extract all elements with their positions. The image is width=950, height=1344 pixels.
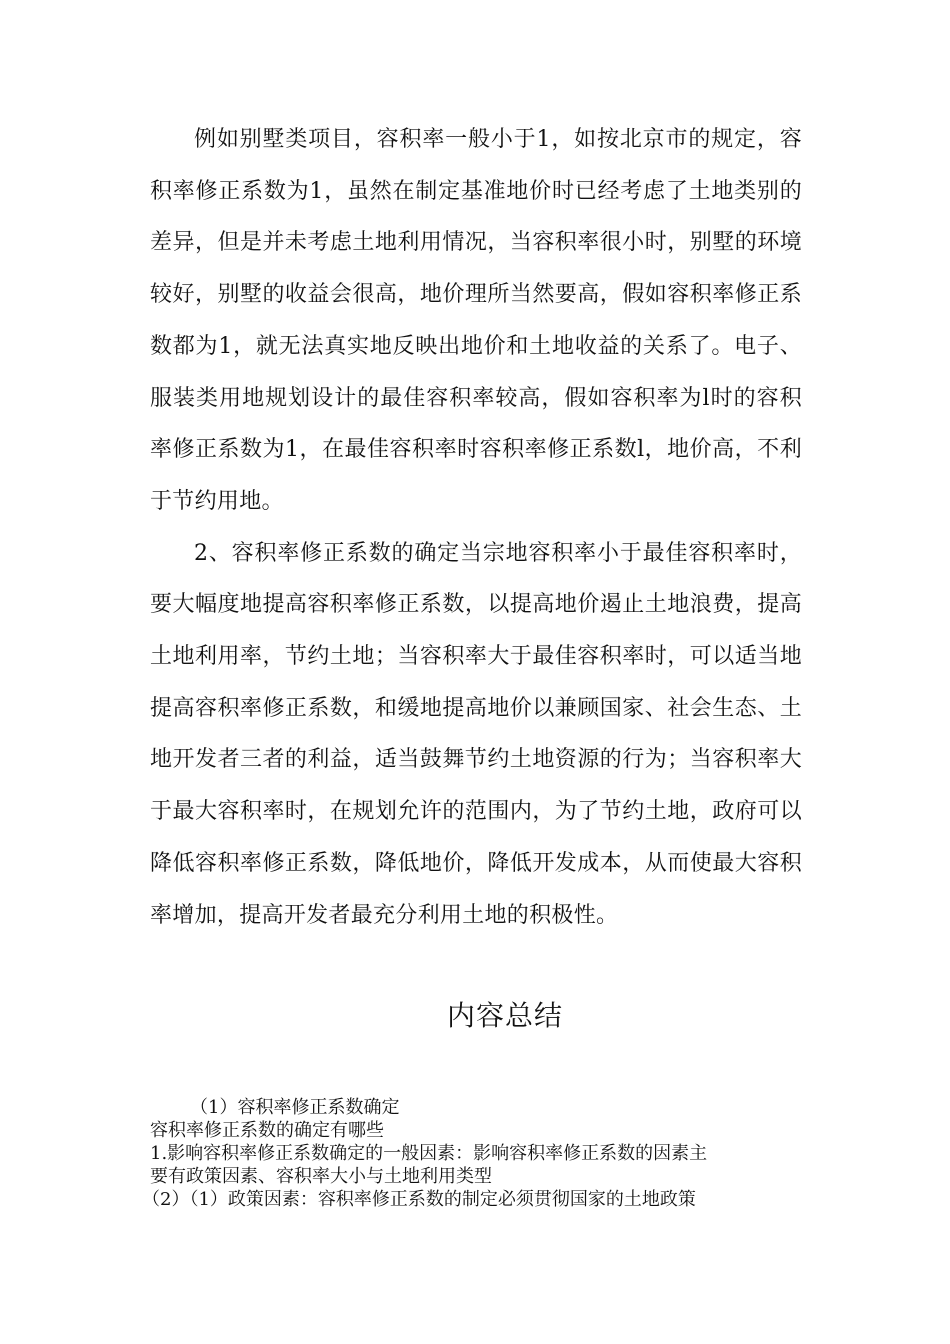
paragraph-coefficient-determination: 2、容积率修正系数的确定当宗地容积率小于最佳容积率时，要大幅度地提高容积率修正系数，以提高地价遏止土地浪费，提高土地利用率，节约土地；当容积率大于最佳容积率时，可以适当地提高容积率修正系数，和缓地提高地价以兼顾国家、社会生态、土地开发者三者的利益，适当鼓舞节约土地资源的行为；当容积率大于最大容积率时，在规划允许的范围内，为了节约土地，政府可以降低容积率修正系数，降低地价，降低开发成本，从而使最大容积率增加，提高开发者最充分利用土地的积极性。 (150, 540, 802, 928)
summary-line: （1）容积率修正系数确定 (190, 1097, 400, 1118)
summary-line: 1.影响容积率修正系数确定的一般因素：影响容积率修正系数的因素主 (150, 1143, 708, 1164)
summary-block (142, 1096, 810, 1211)
summary-line: 要有政策因素、容积率大小与土地利用类型 (150, 1166, 492, 1187)
summary-line: 容积率修正系数的确定有哪些 (150, 1120, 384, 1141)
section-title: 内容总结 (446, 999, 563, 1032)
summary-line: （2）（1）政策因素：容积率修正系数的制定必须贯彻国家的土地政策 (142, 1189, 696, 1210)
body-text (150, 114, 802, 941)
paragraph-villa-example: 例如别墅类项目，容积率一般小于1，如按北京市的规定，容积率修正系数为1，虽然在制定基准地价时已经考虑了土地类别的差异，但是并未考虑土地利用情况，当容积率很小时，别墅的环境较好，别墅的收益会很高，地价理所当然要高，假如容积率修正系数都为1，就无法真实地反映出地价和土地收益的关系了。电子、服装类用地规划设计的最佳容积率较高，假如容积率为l时的容积率修正系数为1，在最佳容积率时容积率修正系数l，地价高，不利于节约用地。 (150, 127, 802, 514)
